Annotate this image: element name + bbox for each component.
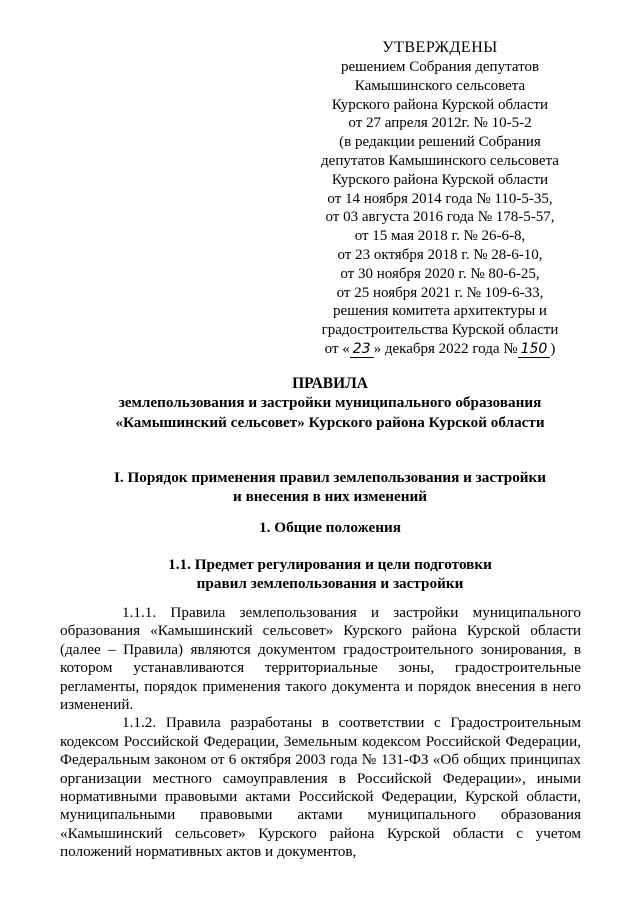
approval-line: от 14 ноября 2014 года № 110-5-35, bbox=[327, 190, 553, 207]
approval-line: от 15 мая 2018 г. № 26-6-8, bbox=[354, 228, 526, 245]
subsection-heading-line: правил землепользования и застройки bbox=[196, 575, 464, 593]
approval-line: Курского района Курской области bbox=[331, 96, 549, 113]
chapter-heading-line: I. Порядок применения правил землепользования и застройки bbox=[113, 469, 547, 486]
approval-date-prefix: от « bbox=[324, 340, 350, 357]
chapter-heading-line: и внесения в них изменений bbox=[233, 488, 427, 506]
approval-line: Курского района Курской области bbox=[331, 171, 549, 188]
document-title bbox=[60, 374, 600, 432]
subsection-heading-line: 1.1. Предмет регулирования и цели подготовки bbox=[168, 556, 492, 573]
approval-line: Камышинского сельсовета bbox=[354, 77, 526, 94]
approval-line: от 25 ноября 2021 г. № 109-6-33, bbox=[336, 284, 544, 301]
handwritten-day: 23 bbox=[350, 341, 374, 358]
approval-line: градостроительства Курской области bbox=[321, 322, 559, 339]
paragraph: 1.1.2. Правила разработаны в соответствии с Градостроительным кодексом Российской Федерации, Земельным кодексом Российской Федерации, Федеральным законом от 6 октября 2003 года № 131-ФЗ «Об общих принципах организации местного самоуправления в Российской Федерации», иными нормативными правовыми актами Российской Федерации, Курской области, муниципальными правовыми актами муниципального образования «Камышинский сельсовет» Курского района Курской области с учетом положений нормативных актов и документов, bbox=[60, 714, 581, 861]
approval-line: от 23 октября 2018 г. № 28-6-10, bbox=[337, 246, 543, 263]
approval-line: (в редакции решений Собрания bbox=[339, 134, 541, 151]
title-line: землепользования и застройки муниципального образования bbox=[118, 394, 542, 412]
approval-line: решения комитета архитектуры и bbox=[333, 303, 547, 320]
approval-line: от 03 августа 2016 года № 178-5-57, bbox=[325, 209, 555, 226]
title-main: ПРАВИЛА bbox=[292, 375, 368, 392]
approval-line: от 30 ноября 2020 г. № 80-6-25, bbox=[340, 265, 540, 282]
title-line: «Камышинский сельсовет» Курского района Курской области bbox=[115, 413, 545, 431]
approval-line: решением Собрания депутатов bbox=[340, 59, 540, 75]
section-heading-general: 1. Общие положения bbox=[259, 519, 401, 536]
approval-last-line bbox=[305, 340, 575, 359]
approval-heading: УТВЕРЖДЕНЫ bbox=[382, 39, 498, 56]
approval-stamp bbox=[305, 38, 575, 359]
section-heading-chapter bbox=[60, 468, 600, 507]
section-heading-subject bbox=[60, 555, 600, 594]
handwritten-number: 150 bbox=[518, 341, 551, 358]
approval-line: от 27 апреля 2012г. № 10-5-2 bbox=[348, 115, 532, 132]
approval-date-suffix: ) bbox=[550, 340, 556, 357]
paragraph: 1.1.1. Правила землепользования и застройки муниципального образования «Камышинский сельсовет» Курского района Курской области (далее – Правила) являются документом градостроительного зонирования, в котором устанавливаются территориальные зоны, градостроительные регламенты, порядок применения такого документа и порядок внесения в него изменений. bbox=[60, 604, 581, 714]
approval-line: депутатов Камышинского сельсовета bbox=[321, 152, 559, 169]
body-text bbox=[60, 604, 581, 862]
approval-date-middle: » декабря 2022 года № bbox=[373, 340, 518, 357]
